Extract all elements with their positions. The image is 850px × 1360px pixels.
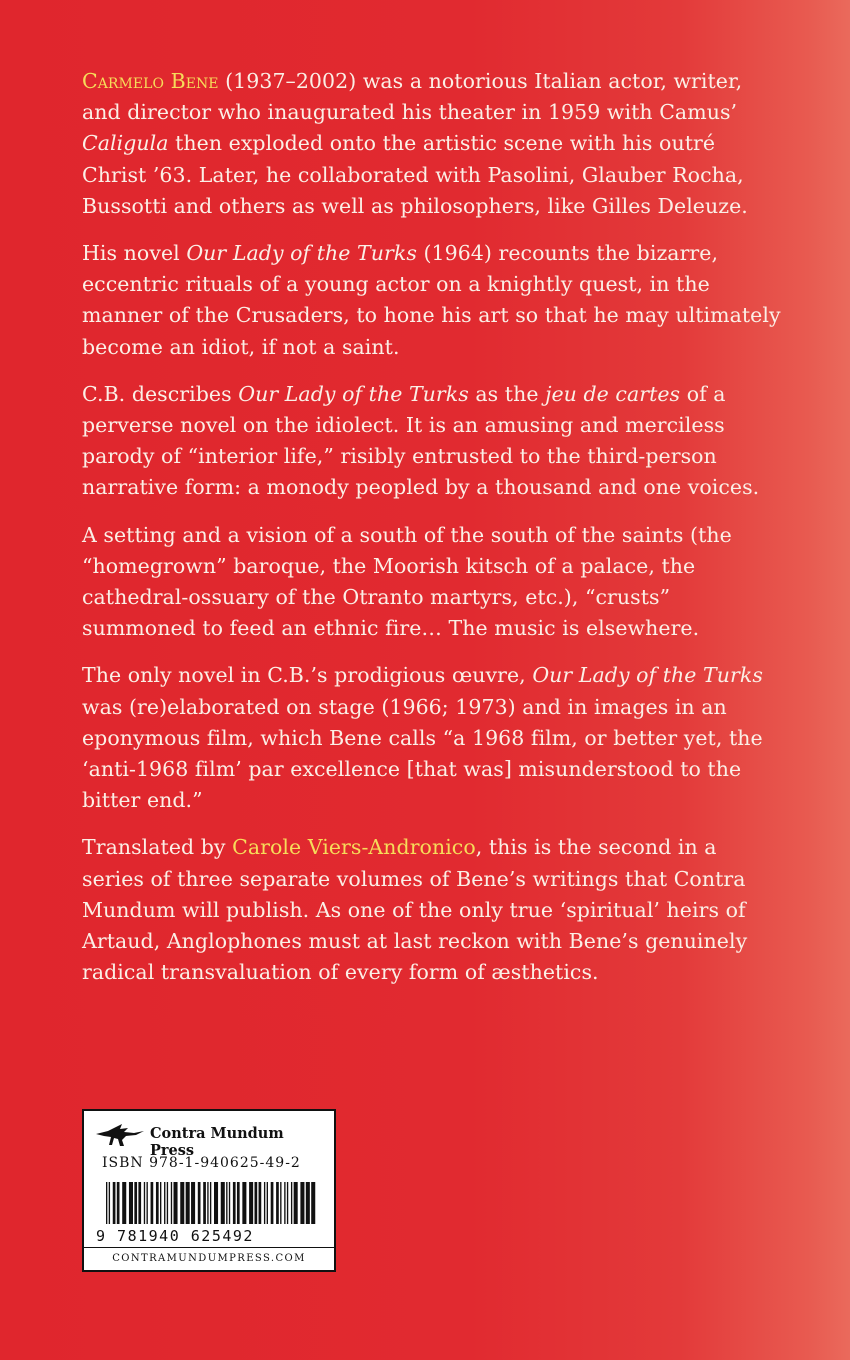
- author-name: Carmelo Bene: [82, 69, 219, 93]
- barcode-bar: [264, 1182, 265, 1224]
- barcode-bar: [180, 1182, 184, 1224]
- barcode-bar: [106, 1182, 107, 1224]
- barcode-bar: [255, 1182, 258, 1224]
- blurb-paragraph: A setting and a vision of a south of the south of the saints (the “homegrown” baroque, the Moorish kitsch of a palace, the cathedral-ossuary of the Otranto martyrs, etc.), “crusts” summoned to feed an ethnic fire… The music is elsewhere.: [82, 522, 732, 641]
- barcode-bar: [311, 1182, 315, 1224]
- divider: [84, 1247, 334, 1248]
- barcode-bar: [167, 1182, 168, 1224]
- publisher-row: [92, 1121, 332, 1159]
- publisher-name: Contra Mundum Press: [150, 1125, 284, 1159]
- barcode-bar: [156, 1182, 159, 1224]
- back-cover-blurb: [82, 66, 782, 1004]
- blurb-paragraph: The only novel in C.B.’s prodigious œuvre, Our Lady of the Turks was (re)elaborated on stage (1966; 1973) and in images in an eponymous film, which Bene calls “a 1968 film, or better yet, the ‘anti-1968 film’ par excellence [that was] misunderstood to the bitter end.”: [82, 663, 763, 813]
- blurb-paragraph: Carmelo Bene (1937–2002) was a notorious Italian actor, writer, and director who inaugurated his theater in 1959 with Camus’ Caligula then exploded onto the artistic scene with his outré Christ ’63. Later, he collaborated with Pasolini, Glauber Rocha, Bussotti and others as well as philosophers, like Gilles Deleuze.: [82, 69, 748, 218]
- barcode-digits: 9 781940 625492: [96, 1227, 254, 1245]
- barcode-bar: [186, 1182, 190, 1224]
- barcode-bar: [267, 1182, 268, 1224]
- barcode-bar: [138, 1182, 141, 1224]
- barcode-bar: [226, 1182, 227, 1224]
- barcode-bar: [109, 1182, 110, 1224]
- isbn-barcode-box: [82, 1109, 336, 1272]
- barcode-bar: [306, 1182, 310, 1224]
- bird-rider-logo-icon: [94, 1121, 148, 1147]
- barcode-bar: [214, 1182, 218, 1224]
- barcode-bar: [291, 1182, 292, 1224]
- barcode-bar: [203, 1182, 206, 1224]
- blurb-paragraph: His novel Our Lady of the Turks (1964) recounts the bizarre, eccentric rituals of a young actor on a knightly quest, in the manner of the Crusaders, to hone his art so that he may ultimately become an idiot, if not a saint.: [82, 241, 781, 359]
- barcode-bar: [174, 1182, 178, 1224]
- barcode-bar: [129, 1182, 133, 1224]
- blurb-paragraph: Translated by Carole Viers-Andronico, this is the second in a series of three separate volumes of Bene’s writings that Contra Mundum will publish. As one of the only true ‘spiritual’ heirs of Artaud, Anglophones must at last reckon with Bene’s genuinely radical transvaluation of every form of æsthetics.: [82, 835, 748, 985]
- barcode-bar: [237, 1182, 240, 1224]
- barcode-bar: [117, 1182, 120, 1224]
- barcode-bar: [160, 1182, 161, 1224]
- barcode-bar: [191, 1182, 195, 1224]
- barcode-bar: [171, 1182, 172, 1224]
- barcode-bar: [221, 1182, 225, 1224]
- isbn-number: ISBN 978-1-940625-49-2: [102, 1155, 301, 1171]
- barcode-bar: [113, 1182, 116, 1224]
- barcode: [106, 1182, 316, 1224]
- blurb-paragraph: C.B. describes Our Lady of the Turks as the jeu de cartes of a perverse novel on the idiolect. It is an amusing and merciless parody of “interior life,” risibly entrusted to the third-person narrative form: a monody peopled by a thousand and one voices.: [82, 381, 760, 500]
- barcode-bar: [210, 1182, 211, 1224]
- barcode-bar: [229, 1182, 230, 1224]
- barcode-bar: [147, 1182, 148, 1224]
- barcode-bar: [259, 1182, 262, 1224]
- barcode-bar: [280, 1182, 281, 1224]
- barcode-bar: [233, 1182, 236, 1224]
- barcode-bar: [300, 1182, 304, 1224]
- barcode-bar: [164, 1182, 165, 1224]
- barcode-bar: [249, 1182, 253, 1224]
- barcode-bar: [207, 1182, 208, 1224]
- barcode-bar: [287, 1182, 288, 1224]
- publisher-website: CONTRAMUNDUMPRESS.COM: [112, 1253, 306, 1264]
- barcode-bar: [242, 1182, 246, 1224]
- barcode-bar: [134, 1182, 137, 1224]
- barcode-bar: [276, 1182, 279, 1224]
- barcode-bar: [284, 1182, 285, 1224]
- barcode-bar: [151, 1182, 154, 1224]
- barcode-bar: [294, 1182, 298, 1224]
- barcode-bar: [198, 1182, 201, 1224]
- barcode-bar: [122, 1182, 126, 1224]
- translator-name: Carole Viers-Andronico: [232, 835, 476, 860]
- barcode-bar: [144, 1182, 145, 1224]
- barcode-bar: [271, 1182, 274, 1224]
